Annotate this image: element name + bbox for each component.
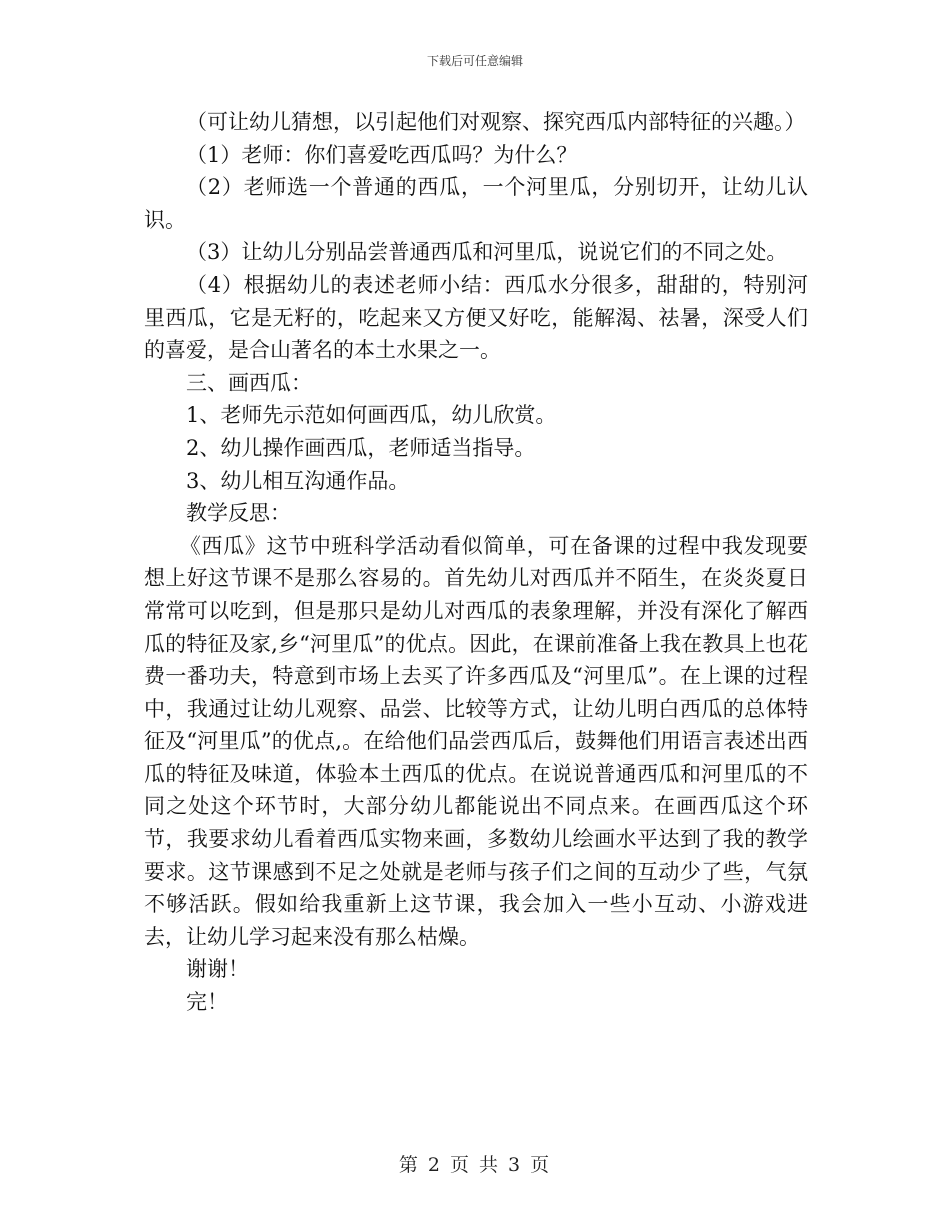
paragraph-step-4: （4）根据幼儿的表述老师小结：西瓜水分很多，甜甜的，特别河里西瓜，它是无籽的，吃起来又方便又好吃，能解渴、祛暑，深受人们的喜爱，是合山著名的本土水果之一。 [144,272,808,363]
section-heading-reflection: 教学反思： [186,501,291,526]
paragraph-reflection: 《西瓜》这节中班科学活动看似简单，可在备课的过程中我发现要想上好这节课不是那么容易的。首先幼儿对西瓜并不陌生，在炎炎夏日常常可以吃到，但是那只是幼儿对西瓜的表象理解，并没有深化了解西瓜的特征及家,乡“河里瓜”的优点。因此，在课前准备上我在教具上也花费一番功夫，特意到市场上去买了许多西瓜及“河里瓜”。在上课的过程中，我通过让幼儿观察、品尝、比较等方式，让幼儿明白西瓜的总体特征及“河里瓜”的优点,。在给他们品尝西瓜后，鼓舞他们用语言表述出西瓜的特征及味道，体验本土西瓜的优点。在说说普通西瓜和河里瓜的不同之处这个环节时，大部分幼儿都能说出不同点来。在画西瓜这个环节，我要求幼儿看着西瓜实物来画，多数幼儿绘画水平达到了我的教学要求。这节课感到不足之处就是老师与孩子们之间的互动少了些，气氛不够活跃。假如给我重新上这节课，我会加入一些小互动、小游戏进去，让幼儿学习起来没有那么枯燥。 [144,533,808,949]
list-item-draw-1: 1、老师先示范如何画西瓜，幼儿欣赏。 [186,403,557,428]
page-header: 下载后可任意编辑 [426,54,523,68]
list-item-draw-3: 3、幼儿相互沟通作品。 [186,468,410,493]
closing-end: 完！ [186,990,228,1015]
list-item-draw-2: 2、幼儿操作画西瓜，老师适当指导。 [186,435,536,460]
page-footer: 第 2 页 共 3 页 [398,1154,552,1176]
paragraph-guess-note: （可让幼儿猜想，以引起他们对观察、探究西瓜内部特征的兴趣。） [186,110,806,134]
section-heading-draw: 三、画西瓜： [186,370,312,395]
document-body [144,106,808,1019]
paragraph-step-2: （2）老师选一个普通的西瓜，一个河里瓜，分别切开，让幼儿认识。 [144,175,808,232]
paragraph-step-1: （1）老师：你们喜爱吃西瓜吗？为什么？ [186,142,578,167]
closing-thanks: 谢谢！ [186,957,249,982]
paragraph-step-3: （3）让幼儿分别品尝普通西瓜和河里瓜，说说它们的不同之处。 [186,240,788,265]
